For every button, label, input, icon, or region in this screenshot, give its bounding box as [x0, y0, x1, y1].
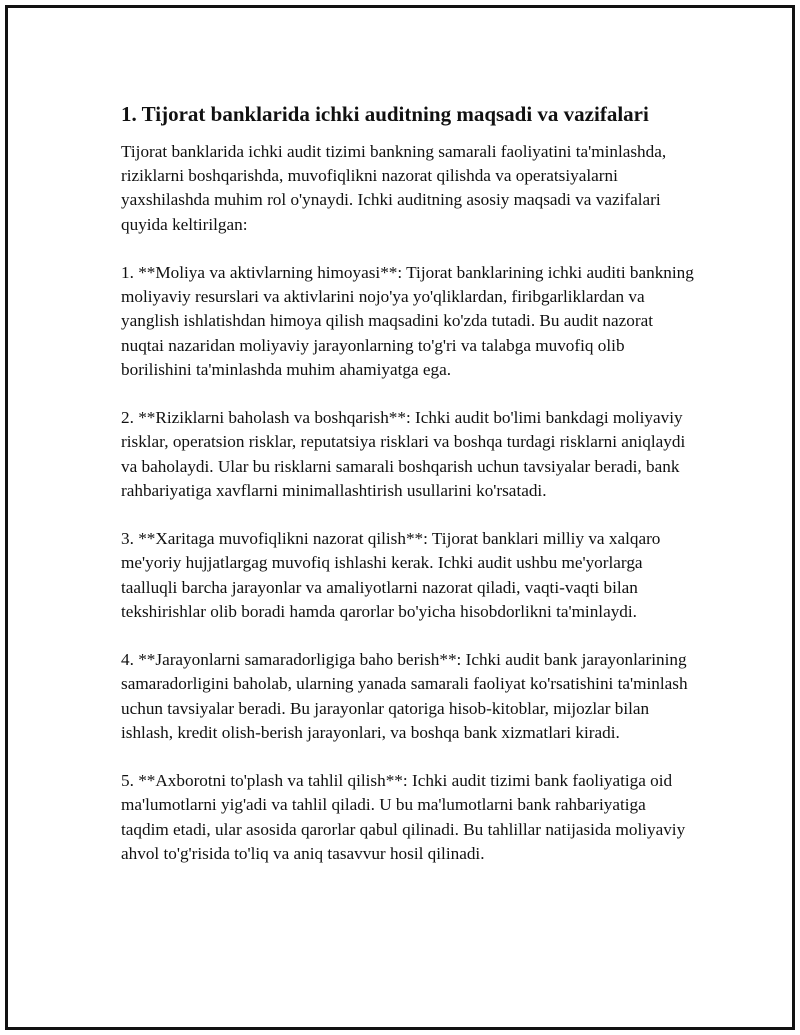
paragraph-item-4: 4. **Jarayonlarni samaradorligiga baho berish**: Ichki audit bank jarayonlarining samaradorligini baholab, ularning yanada samarali faoliyat ko'rsatishini ta'minlash uchun tavsiyalar beradi. Bu jarayonlar qatoriga hisob-kitoblar, mijozlar bilan ishlash, kredit olish-berish jarayonlari, va boshqa bank xizmatlari kiradi.	[121, 650, 688, 742]
document-heading: 1. Tijorat banklarida ichki auditning maqsadi va vazifalari	[121, 102, 649, 126]
paragraph-item-5: 5. **Axborotni to'plash va tahlil qilish**: Ichki audit tizimi bank faoliyatiga oid ma'lumotlarni yig'adi va tahlil qiladi. U bu ma'lumotlarni bank rahbariyatiga taqdim etadi, ular asosida qarorlar qabul qilinadi. Bu tahlillar natijasida moliyaviy ahvol to'g'risida to'liq va aniq tasavvur hosil qilinadi.	[121, 771, 686, 863]
paragraph-item-3: 3. **Xaritaga muvofiqlikni nazorat qilish**: Tijorat banklari milliy va xalqaro me'yoriy hujjatlargag muvofiq ishlashi kerak. Ichki audit ushbu me'yorlarga taalluqli barcha jarayonlar va amaliyotlarni nazorat qiladi, vaqti-vaqti bilan tekshirishlar olib boradi hamda qarorlar bo'yicha hisobdorlikni ta'minlaydi.	[121, 529, 661, 621]
intro-paragraph: Tijorat banklarida ichki audit tizimi bankning samarali faoliyatini ta'minlashda, riziklarni boshqarishda, muvofiqlikni nazorat qilishda va operatsiyalarni yaxshilashda muhim rol o'ynaydi. Ichki auditning asosiy maqsadi va vazifalari quyida keltirilgan:	[121, 142, 667, 234]
paragraph-item-1: 1. **Moliya va aktivlarning himoyasi**: Tijorat banklarining ichki auditi bankning moliyaviy resurslari va aktivlarini nojo'ya yo'qliklardan, firibgarliklardan va yanglish ishlatishdan himoya qilish maqsadini ko'zda tutadi. Bu audit nazorat nuqtai nazaridan moliyaviy jarayonlarning to'g'ri va talabga muvofiq olib borilishini ta'minlashda muhim ahamiyatga ega.	[121, 263, 694, 379]
document-body	[121, 100, 696, 866]
page-frame	[5, 5, 795, 1030]
paragraph-item-2: 2. **Riziklarni baholash va boshqarish**: Ichki audit bo'limi bankdagi moliyaviy risklar, operatsion risklar, reputatsiya risklari va boshqa turdagi risklarni aniqlaydi va baholaydi. Ular bu risklarni samarali boshqarish uchun tavsiyalar beradi, bank rahbariyatiga xavflarni minimallashtirish usullarini ko'rsatadi.	[121, 408, 686, 500]
